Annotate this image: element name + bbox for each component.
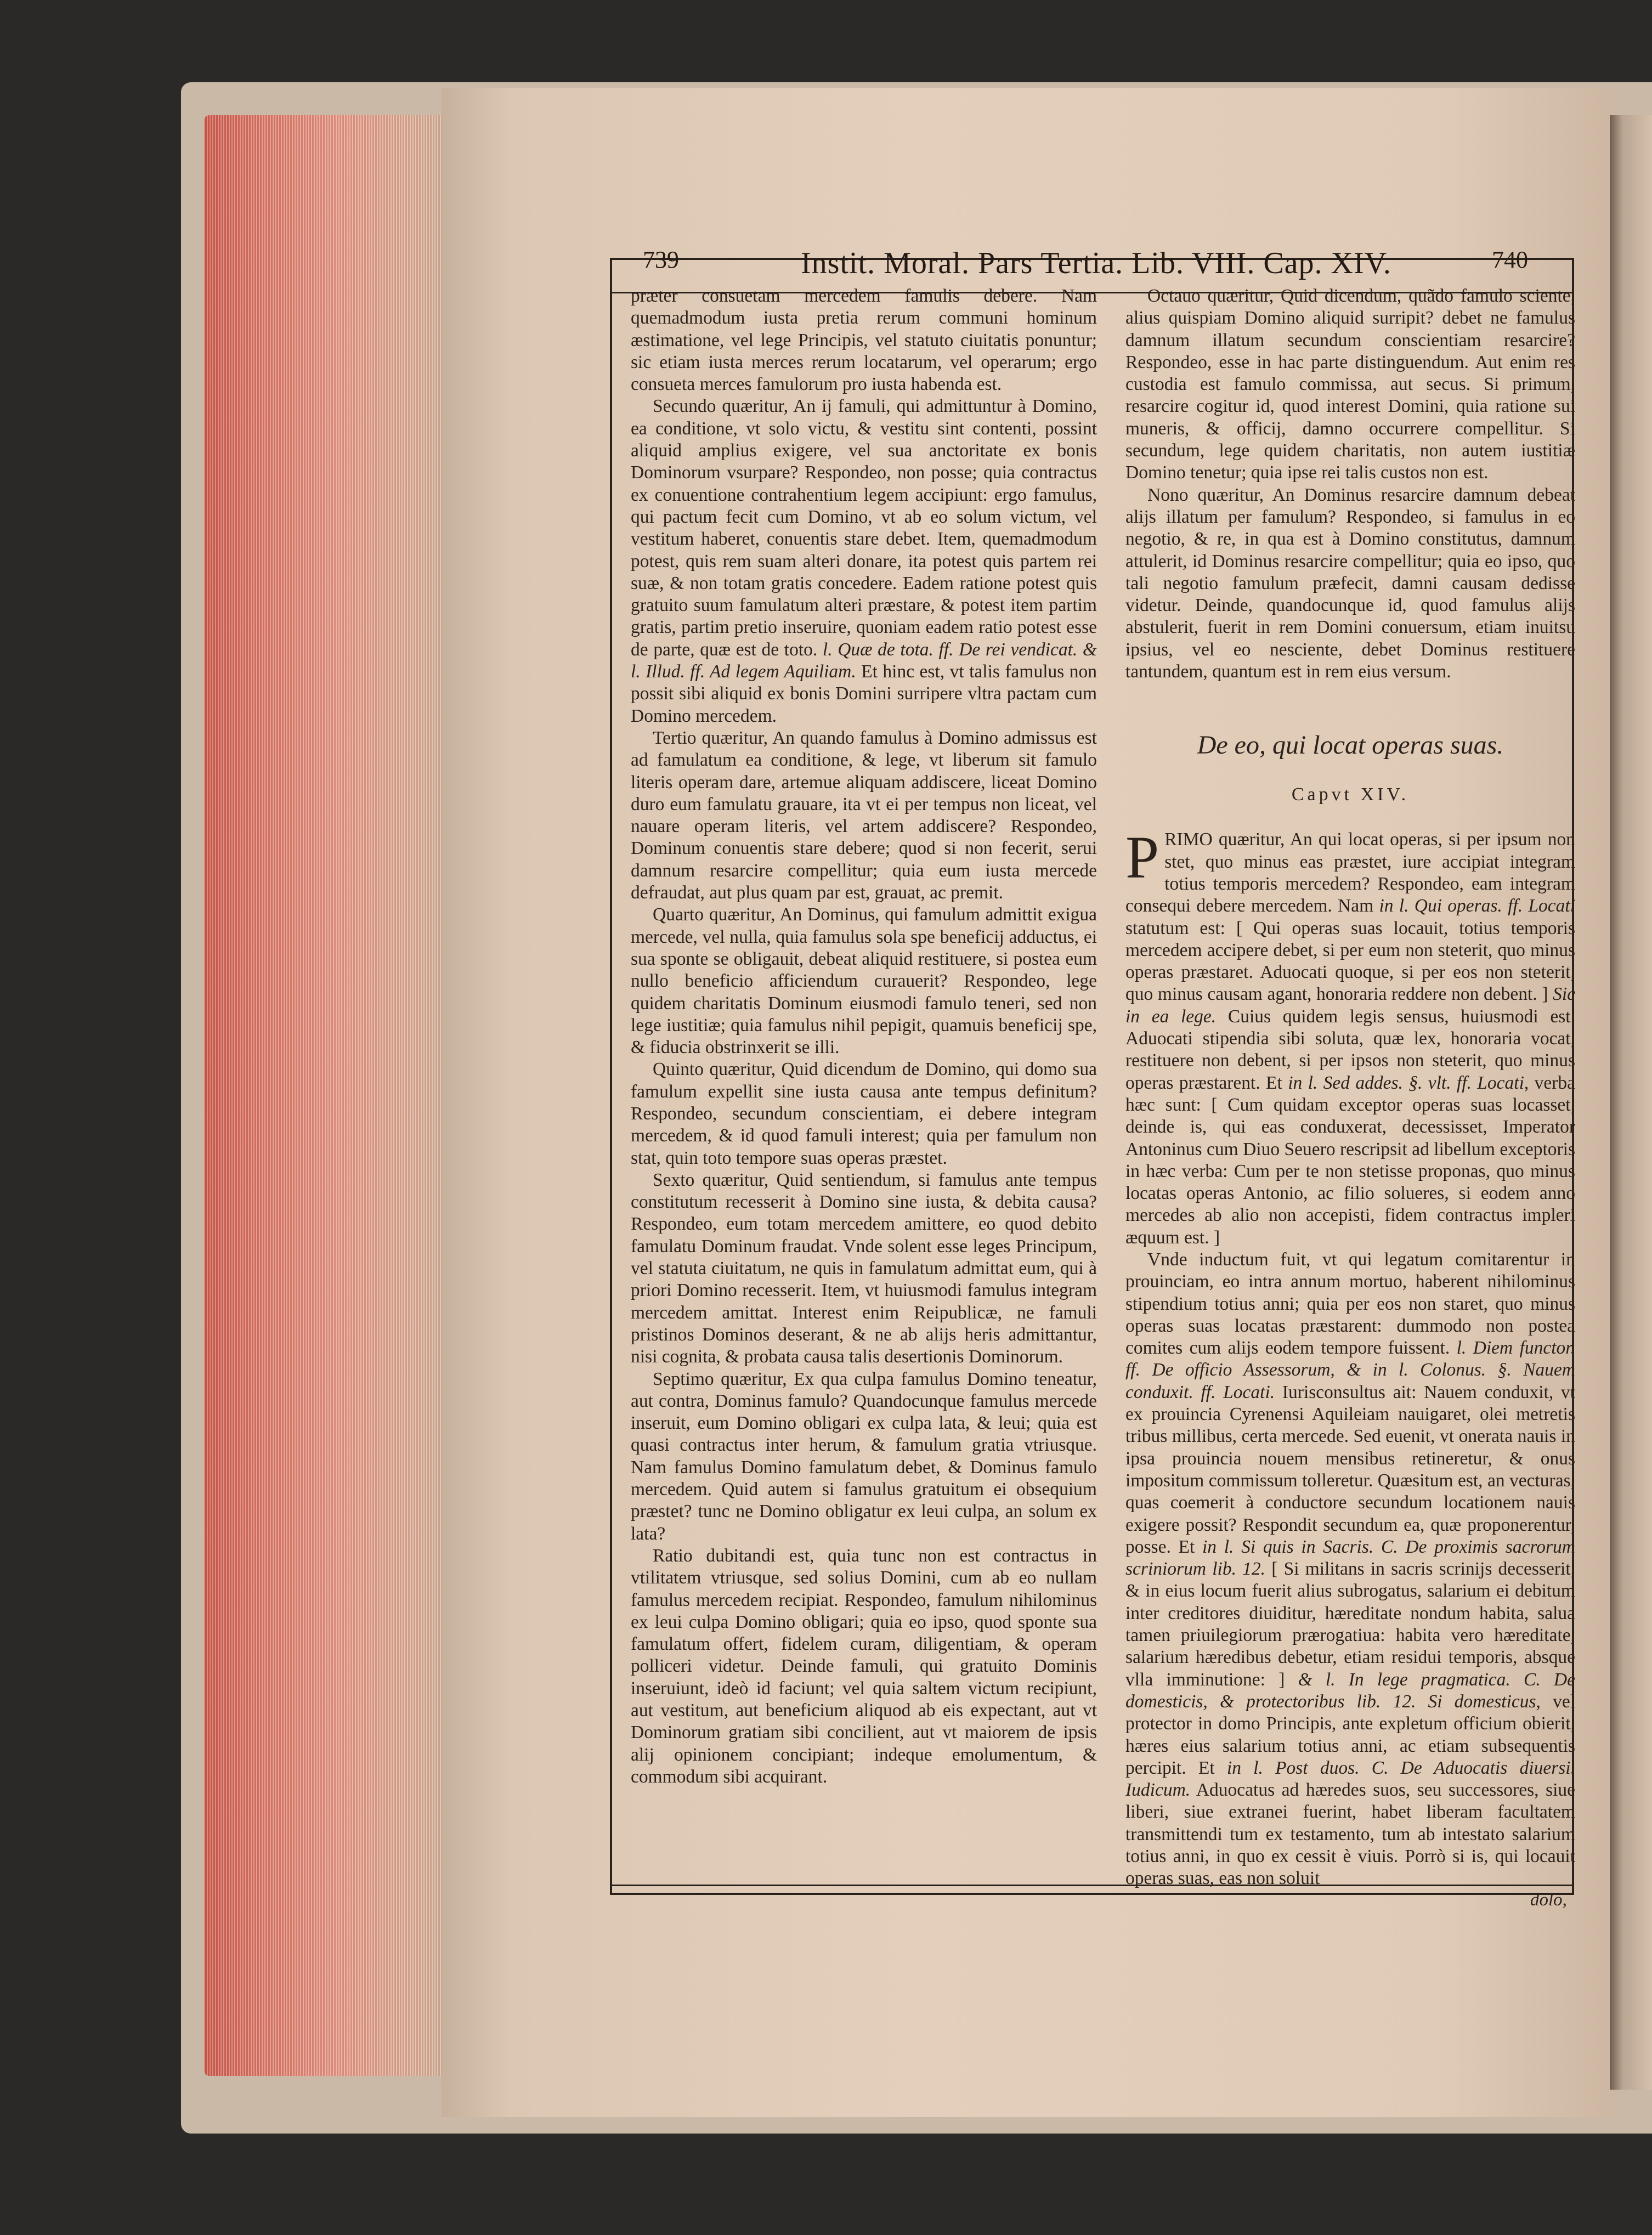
- paragraph-text: [ Si militans in sacris scrinijs decesserit, & in eius locum fuerit alius subrogatus, salarium ei debitum inter creditores diuiditur, hæreditate nondum habita, salua tamen priuilegiorum prærogatiua: habita vero hæreditate, salarium hæredibus debetur, etiam residui temporis, absque vlla imminutione: ]: [1125, 1559, 1576, 1690]
- paragraph-text: vel protector in domo Principis, ante expletum officium obierit, hæres eius salarium totius anni, ac etiam subsequentis percipit. Et: [1125, 1691, 1576, 1778]
- legal-citation: in l. Qui operas. ff. Locati: [1379, 896, 1575, 916]
- paragraph-text: Iurisconsultus ait: Nauem conduxit, vt ex prouincia Cyrenensi Aquileiam nauigaret, olei metretis tribus millibus, certa mercede. Sed euenit, vt onerata nauis in ipsa prouincia nouem mensibus retineretur, & onus impositum commissum tolleretur. Quæsitum est, an vecturas, quas coemerit à conductore secundum locationem nauis exigere possit? Respondit secundum ea, quæ proponerentur, posse. Et: [1125, 1382, 1575, 1557]
- left-page-number: 739: [643, 246, 679, 273]
- running-title: Instit. Moral. Pars Tertia. Lib. VIII. Cap. XIV.: [801, 246, 1391, 280]
- paragraph-text: Et hinc est, vt talis famulus non possit sibi aliquid ex bonis Domini surripere vltra pactam cum Domino mercedem.: [631, 661, 1097, 726]
- right-text-column: [1125, 285, 1575, 1890]
- paragraph: [631, 395, 1097, 727]
- legal-citation: Sic in ea lege.: [1125, 984, 1576, 1027]
- paragraph-text: Aduocatus ad hæredes suos, seu successores, siue liberi, siue extranei fuerint, habet liberam facultatem transmittendi tum ex testamento, tum ab intestato salarium totius anni, in quo ex cessit è viuis. Porrò si is, qui locauit operas suas, eas non soluit: [1125, 1780, 1576, 1889]
- paragraph: præter consuetam mercedem famulis debere. Nam quemadmodum iusta pretia rerum communi hominum æstimatione, vel lege Principis, vel statuto ciuitatis ponuntur; sic etiam iusta merces rerum locatarum, vel operarum; ergo consueta merces famulorum pro iusta habenda est.: [631, 286, 1097, 395]
- section-title: De eo, qui locat operas suas.: [1197, 731, 1504, 760]
- paragraph: [1125, 824, 1576, 1249]
- right-page-number: 740: [1492, 246, 1528, 273]
- left-text-column: [631, 285, 1097, 1788]
- paragraph: Quarto quæritur, An Dominus, qui famulum admittit exigua mercede, vel nulla, quia famulus sola spe beneficij adductus, ei sua sponte se obligauit, debeat aliquid restituere, si postea eum nullo beneficio afficiendum curauerit? Respondeo, lege quidem charitatis Dominum eiusmodi famulo teneri, sed non lege iustitiæ; quia famulus nihil pepigit, quamuis beneficij spe, & fiducia obstrinxerit se illi.: [631, 904, 1097, 1058]
- paragraph: Sexto quæritur, Quid sentiendum, si famulus ante tempus constitutum recesserit à Domino sine iusta, & debita causa? Respondeo, eum totam mercedem amittere, eo quod debito famulatu Dominum fraudat. Vnde solent esse leges Principum, vel statuta ciuitatum, ne quis in famulatum admittat eum, qui à priori Domino recesserit. Item, vt huiusmodi famulus integram mercedem amittat. Interest enim Reipublicæ, ne famuli pristinos Dominos deserant, & ne ab alijs heris admittantur, nisi cognita, & probata causa talis desertionis Dominorum.: [631, 1169, 1097, 1367]
- paragraph-text: Cuius quidem legis sensus, huiusmodi est. Aduocati stipendia sibi soluta, quæ lex, honoraria vocat, restituere non debent, si per ipsos non steterit, quo minus operas præstarent. Et: [1125, 1006, 1575, 1093]
- legal-citation: l. Diem functor. ff. De officio Assessorum, & in l. Colonus. §. Nauem conduxit. ff. Locati.: [1125, 1338, 1575, 1402]
- legal-citation: in l. Si quis in Sacris. C. De proximis sacrorum scriniorum lib. 12.: [1125, 1536, 1576, 1580]
- paragraph: Septimo quæritur, Ex qua culpa famulus Domino teneatur, aut contra, Dominus famulo? Quandocunque famulus mercede inseruit, eum Domino obligari ex culpa lata, & leui; quia est quasi contractus inter herum, & famulum gratia vtriusque. Nam famulus Domino famulatum debet, & Dominus famulo mercedem. Quid autem si famulus gratuitum ei obsequium præstet? tunc ne Domino obligatur ex leui culpa, an solum ex lata?: [631, 1368, 1097, 1544]
- paragraph: Ratio dubitandi est, quia tunc non est contractus in vtilitatem vtriusque, sed solius Domini, cum ab eo nullam famulus mercedem recipiat. Respondeo, famulum nihilominus ex leui culpa Domino obligari; quia eo ipso, quod sponte sua famulatum offert, fidelem curam, diligentiam, & operam polliceri videtur. Deinde famuli, qui gratuito Dominis inseruiunt, ideò id faciunt; vel quia saltem victum recipiunt, aut vestitum, aut beneficium aliquod ab eis expectant, aut vt Dominorum gratiam sibi concilient, aut vt maiorem de ipsis alij opinionem concipiant; indeque emolumentum, & commodum sibi acquirant.: [631, 1545, 1097, 1787]
- paragraph: [1125, 1249, 1575, 1890]
- legal-citation: in l. Post duos. C. De Aduocatis diuersi. Iudicum.: [1125, 1757, 1575, 1801]
- paragraph-text: statutum est: [ Qui operas suas locauit, totius temporis mercedem accipere debet, si per eum non steterit, quo minus operas præstaret. Aduocati quoque, si per eos non steterit, quo minus causam agant, honoraria reddere non debent. ]: [1125, 918, 1575, 1005]
- legal-citation: & l. In lege pragmatica. C. De domesticis, & protectoribus lib. 12. Si domesticus,: [1125, 1669, 1575, 1712]
- legal-citation: l. Quæ de tota. ff. De rei vendicat. & l. Illud. ff. Ad legem Aquiliam.: [631, 639, 1097, 682]
- paragraph-text: Secundo quæritur, An ij famuli, qui admittuntur à Domino, ea conditione, vt solo victu, & vestitu sint contenti, possint aliquid amplius exigere, vel sua anctoritate ex bonis Dominorum vsurpare? Respondeo, non posse; quia contractus ex conuentione contrahentium legem accipiunt: ergo famulus, qui pactum fecit cum Domino, vt ab eo solum victum, vel vestitum haberet, conuentis stare debet. Item, quemadmodum potest, quis rem suam alteri donare, ita potest quis partem rei suæ, & non totam gratis concedere. Eadem ratione potest quis gratuito suum famulatum alteri præstare, & potest item partim gratis, partim pretio inseruire, quoniam eadem ratio potest esse de parte, quæ est de toto.: [631, 396, 1097, 660]
- drop-cap: P: [1125, 824, 1159, 891]
- paragraph-text: RIMO quæritur, An qui locat operas, si per ipsum non stet, quo minus eas præstet, iure accipiat integram totius temporis mercedem? Respondeo, eam integram consequi debere mercedem. Nam: [1125, 829, 1575, 916]
- paragraph: Nono quæritur, An Dominus resarcire damnum debeat alijs illatum per famulum? Respondeo, si famulus in eo negotio, & re, in qua est à Domino constitutus, damnum attulerit, id Dominus resarcire compellitur; quia eo ipso, quo tali negotio famulum præfecit, damni causam dedisse videtur. Deinde, quandocunque id, quod famulus alijs abstulerit, fuerit in rem Domini conuersum, etiam inuitsu ipsius, vel eo nesciente, debet Dominus restituere tantundem, quantum est in rem eius versum.: [1125, 484, 1575, 682]
- paragraph: Tertio quæritur, An quando famulus à Domino admissus est ad famulatum ea conditione, & lege, vt liberum sit famulo literis operam dare, artemue aliquam addiscere, liceat Domino duro eum famulatu grauare, ita vt ei per tempus non liceat, vel nauare operam literis, vel artem addiscere? Respondeo, Dominum conuentis stare debere; quod si non fecerit, serui damnum resarcire compellitur; quia eum iusta mercede defraudat, aut plus quam par est, grauat, ac premit.: [631, 727, 1097, 903]
- legal-citation: in l. Sed addes. §. vlt. ff. Locati,: [1288, 1072, 1529, 1093]
- paragraph-text: verba hæc sunt: [ Cum quidam exceptor operas suas locasset, deinde is, qui eas conduxerat, decessisset, Imperator Antoninus cum Diuo Seuero rescripsit ad libellum exceptoris in hæc verba: Cum per te non stetisse proponas, quo minus locatas operas Antonio, ac filio solueres, si eodem anno mercedes ab alio non accepisti, fidem contractus impleri æquum est. ]: [1125, 1072, 1576, 1248]
- red-page-edges: [204, 115, 445, 2076]
- chapter-label: Capvt XIV.: [1291, 784, 1410, 805]
- paragraph-text: Vnde inductum fuit, vt qui legatum comitarentur in prouinciam, eo intra annum mortuo, haberent nihilominus stipendium totius anni; quia per eos non staret, quo minus operas suas locatas præstarent: dummodo non postea comites cum alijs eodem tempore fuissent.: [1125, 1249, 1575, 1359]
- paragraph: Octauo quæritur, Quid dicendum, quãdo famulo sciente, alius quispiam Domino aliquid surripit? debet ne famulus damnum illatum secundum conscientiam resarcire? Respondeo, esse in hac parte distinguendum. Aut enim res custodia est famulo commissa, aut secus. Si primum, resarcire cogitur id, quod interest Domini, quia ratione sui muneris, & officij, damno occurrere compellitur. Si secundum, lege quidem charitatis, non autem iustitiæ Domino tenetur; quia ipse rei talis custos non est.: [1125, 286, 1575, 483]
- catchword: dolo,: [1530, 1890, 1567, 1910]
- paragraph: Quinto quæritur, Quid dicendum de Domino, qui domo sua famulum expellit sine iusta causa ante tempus definitum? Respondeo, secundum conscientiam, ei debere integram mercedem, & id quod famuli interest; quia per famulum non stat, quin toto tempore suas operas præstet.: [631, 1059, 1097, 1168]
- facing-page-edge: [1610, 115, 1652, 2090]
